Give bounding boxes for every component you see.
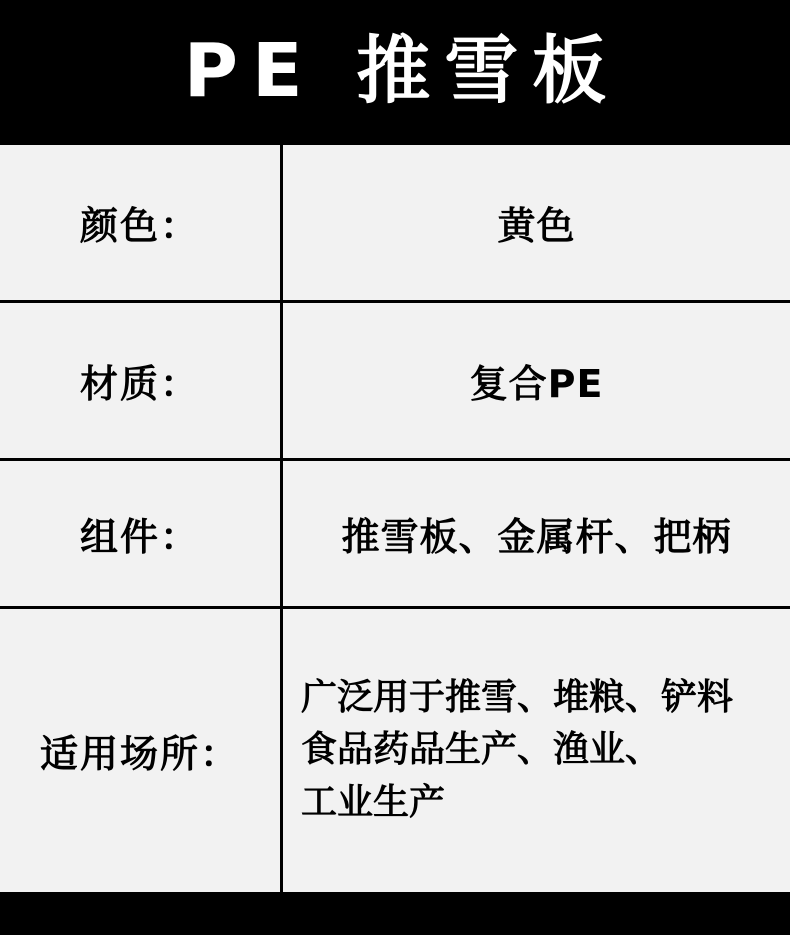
spec-label-material: 材质：	[0, 302, 282, 460]
table-row	[0, 608, 790, 894]
spec-value-material: 复合PE	[282, 302, 790, 460]
spec-value-usage	[282, 608, 790, 894]
usage-line-3: 工业生产	[301, 777, 784, 829]
spec-label-usage: 适用场所：	[0, 608, 282, 894]
spec-label-parts: 组件：	[0, 460, 282, 608]
card-footer	[0, 895, 790, 935]
spec-value-color: 黄色	[282, 144, 790, 302]
card-header	[0, 0, 790, 142]
page-title: PE 推雪板	[170, 34, 621, 108]
table-row	[0, 144, 790, 302]
specification-table	[0, 142, 790, 895]
usage-line-2: 食品药品生产、渔业、	[301, 724, 784, 776]
spec-label-color: 颜色：	[0, 144, 282, 302]
table-row	[0, 460, 790, 608]
table-row	[0, 302, 790, 460]
usage-line-1: 广泛用于推雪、堆粮、铲料	[301, 672, 784, 724]
spec-value-parts: 推雪板、金属杆、把柄	[282, 460, 790, 608]
